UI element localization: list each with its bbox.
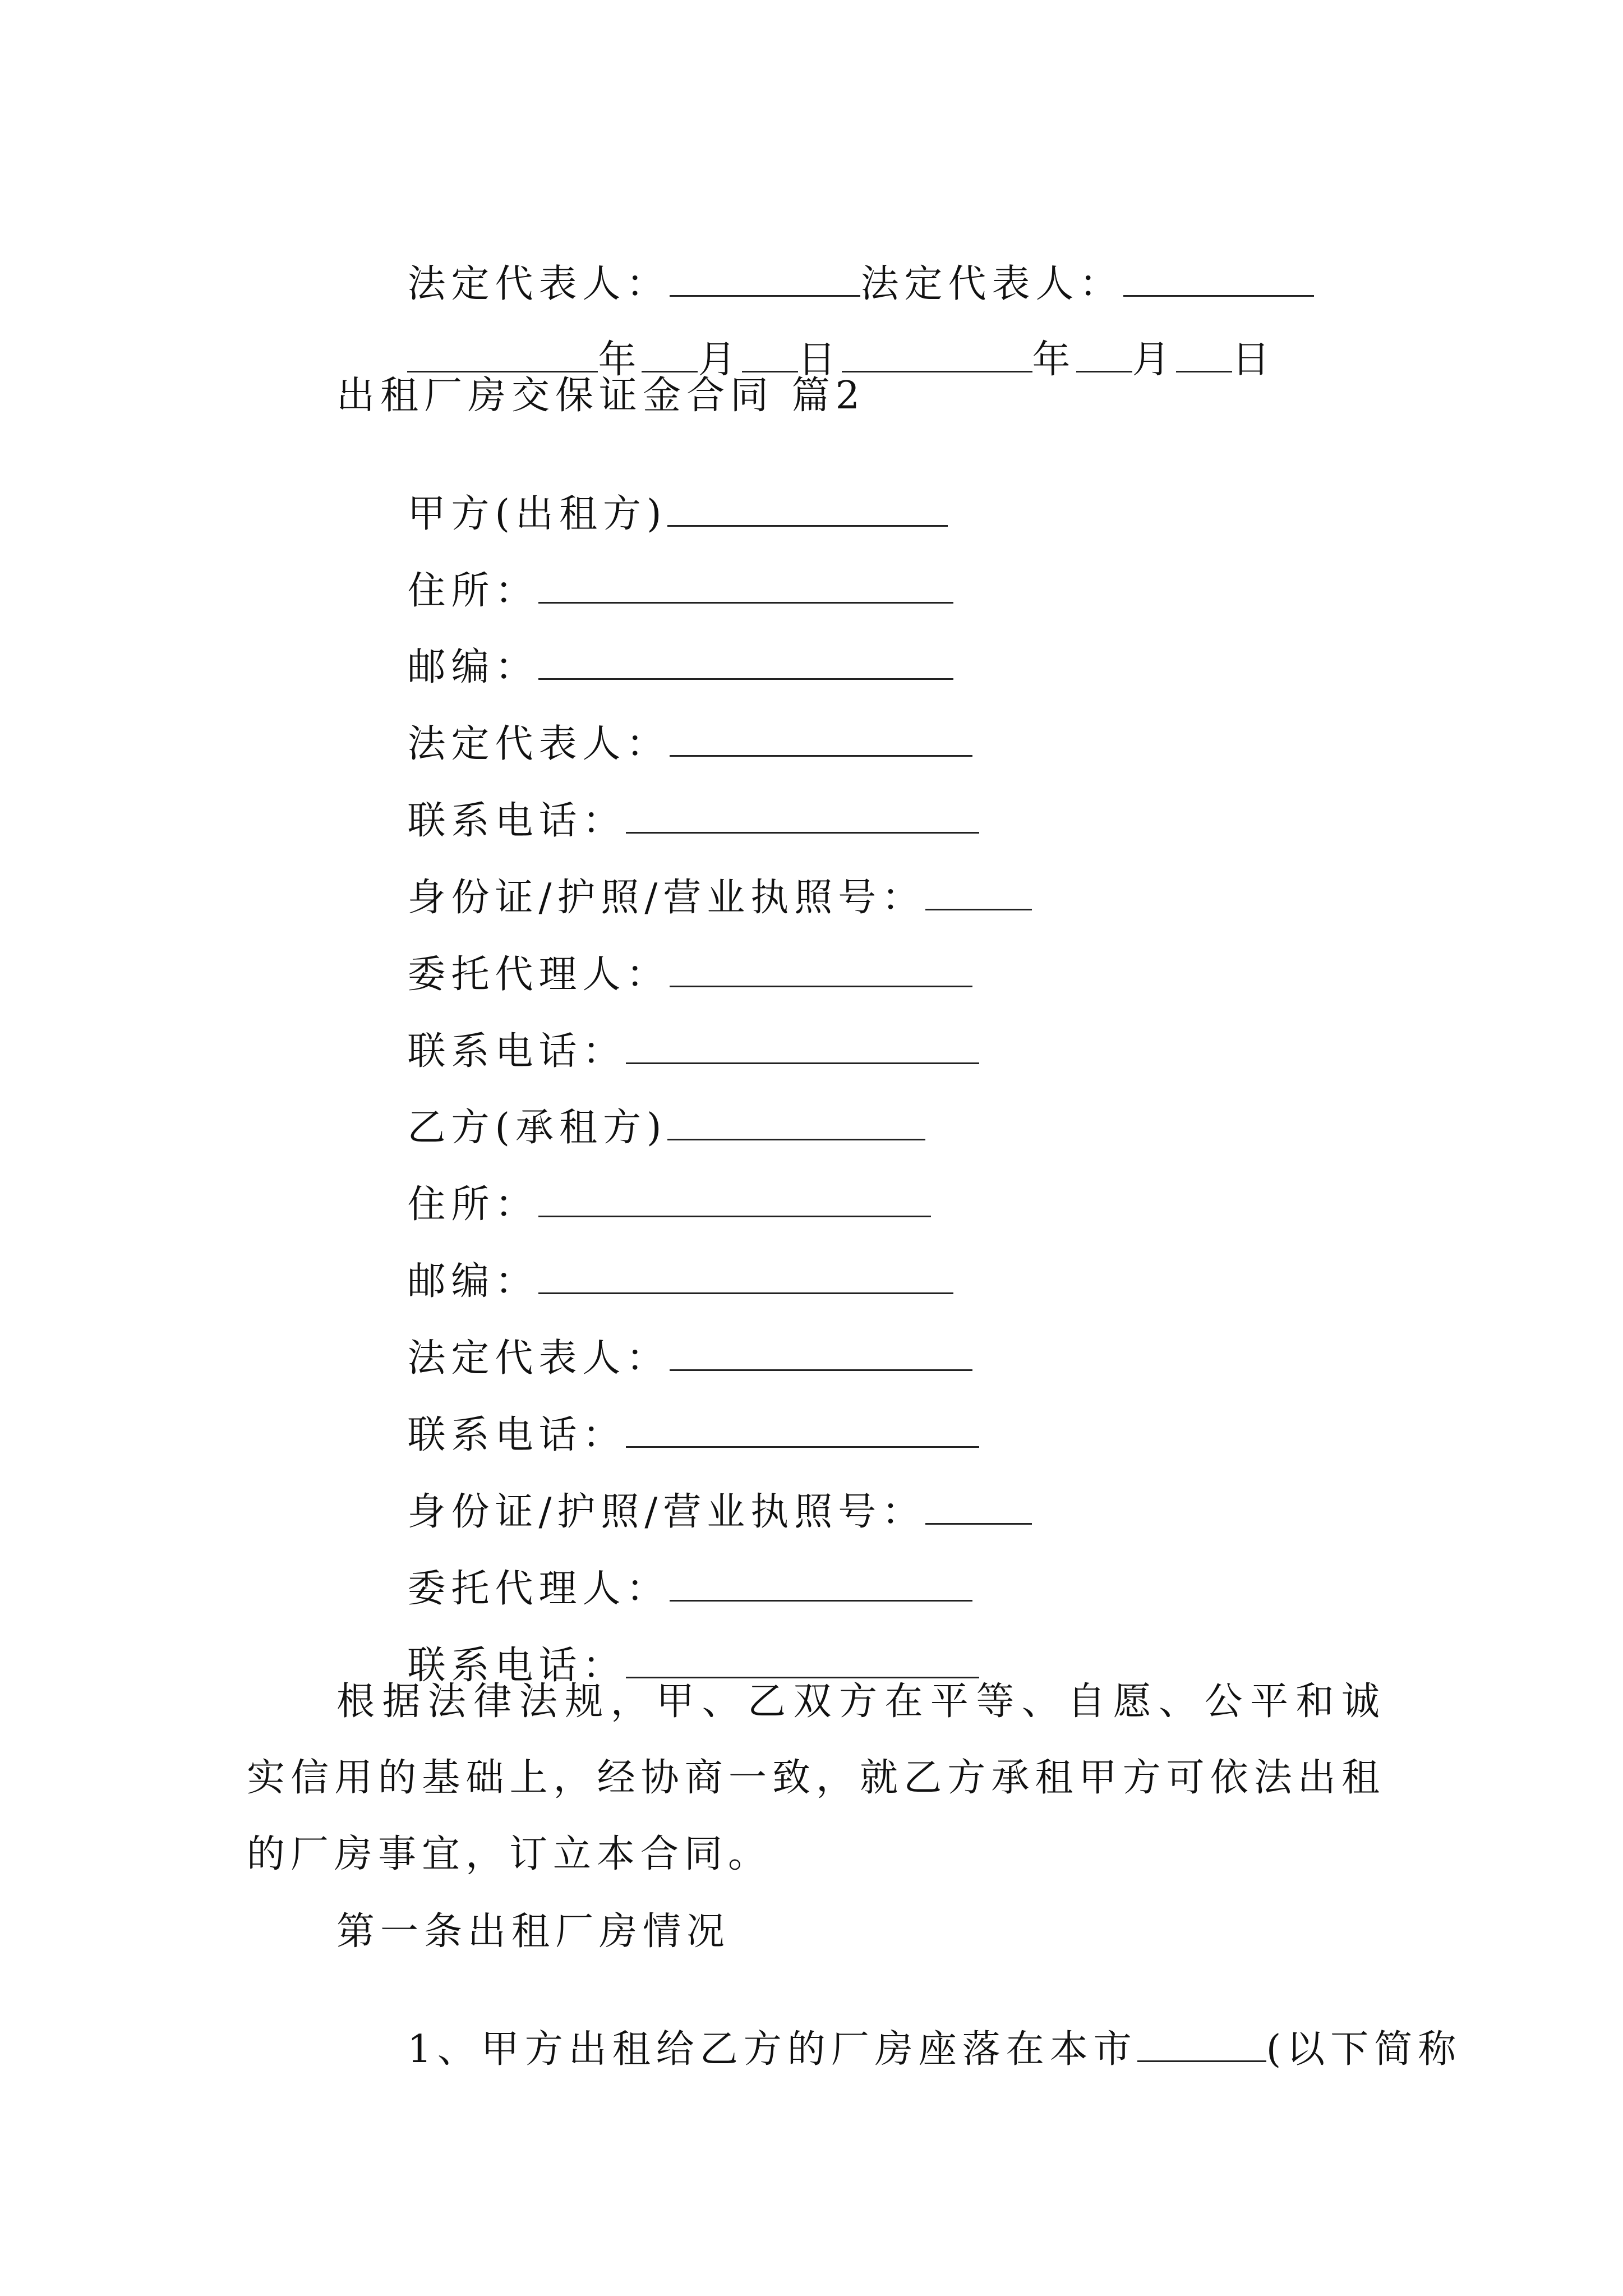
party-a-id-label: 身份证/护照/营业执照号：	[407, 876, 926, 920]
party-b-postcode-label: 邮编：	[407, 1259, 539, 1304]
party-b-address-blank[interactable]	[538, 1183, 931, 1217]
party-b-agent-blank[interactable]	[670, 1567, 972, 1602]
party-b-id-blank[interactable]	[925, 1490, 1032, 1525]
party-b-legal-rep-blank[interactable]	[670, 1337, 972, 1371]
party-a-name-blank[interactable]	[667, 493, 948, 527]
date-blank-b-prefix[interactable]	[842, 338, 1032, 372]
party-a-agent-label: 委托代理人：	[407, 953, 670, 997]
legal-rep-blank-a[interactable]	[670, 263, 860, 297]
party-b-phone-label: 联系电话：	[407, 1413, 626, 1457]
day-label-a: 日	[797, 338, 842, 382]
section-title: 出租厂房交保证金合同 篇2	[336, 374, 865, 418]
clause-1-prefix: 1、甲方出租给乙方的厂房座落在本市	[407, 2027, 1137, 2072]
preamble-paragraph: 根据法律法规，甲、乙双方在平等、自愿、公平和诚实信用的基础上，经协商一致，就乙方承租甲方可依法出租的厂房事宜，订立本合同。	[247, 1680, 1385, 1876]
party-b-address-label: 住所：	[407, 1182, 539, 1227]
party-a-legal-rep-label: 法定代表人：	[407, 722, 670, 766]
party-b-phone-blank[interactable]	[626, 1414, 979, 1448]
month-label-a: 月	[698, 338, 742, 382]
party-a-legal-rep-blank[interactable]	[670, 723, 972, 757]
day-blank-b[interactable]	[1176, 338, 1232, 372]
party-b-legal-rep-label: 法定代表人：	[407, 1336, 670, 1381]
legal-rep-label-a: 法定代表人：	[407, 262, 670, 306]
party-b-agent-label: 委托代理人：	[407, 1567, 670, 1611]
day-label-b: 日	[1232, 338, 1276, 382]
clause-1-location-blank[interactable]	[1137, 2028, 1266, 2062]
party-b-postcode-blank[interactable]	[538, 1260, 953, 1294]
year-label-b: 年	[1032, 338, 1076, 382]
party-b-name-blank[interactable]	[667, 1106, 925, 1140]
legal-rep-label-b: 法定代表人：	[860, 262, 1123, 306]
month-blank-a[interactable]	[642, 338, 698, 372]
party-b-label: 乙方(承租方)	[407, 1106, 667, 1150]
article-1-title: 第一条出租厂房情况	[336, 1910, 731, 1954]
party-b-agent-phone-label: 联系电话：	[407, 1644, 626, 1688]
month-label-b: 月	[1132, 338, 1176, 382]
legal-rep-blank-b[interactable]	[1123, 263, 1314, 297]
date-blank-a-prefix[interactable]	[407, 338, 598, 372]
party-a-address-label: 住所：	[407, 569, 539, 613]
party-a-agent-phone-label: 联系电话：	[407, 1029, 626, 1074]
party-b-id-label: 身份证/护照/营业执照号：	[407, 1490, 926, 1534]
day-blank-a[interactable]	[742, 338, 798, 372]
month-blank-b[interactable]	[1076, 338, 1132, 372]
party-a-agent-blank[interactable]	[670, 953, 972, 987]
party-a-phone-label: 联系电话：	[407, 799, 626, 843]
party-a-label: 甲方(出租方)	[407, 492, 667, 536]
year-label-a: 年	[598, 338, 642, 382]
party-a-phone-blank[interactable]	[626, 799, 979, 834]
party-a-postcode-blank[interactable]	[538, 646, 953, 680]
party-a-id-blank[interactable]	[925, 876, 1032, 910]
party-a-postcode-label: 邮编：	[407, 645, 539, 689]
party-a-address-blank[interactable]	[538, 569, 953, 604]
clause-1-suffix: (以下简称	[1266, 2027, 1462, 2072]
article-1-clause-1	[336, 1990, 1461, 2107]
party-a-agent-phone-blank[interactable]	[626, 1030, 979, 1064]
